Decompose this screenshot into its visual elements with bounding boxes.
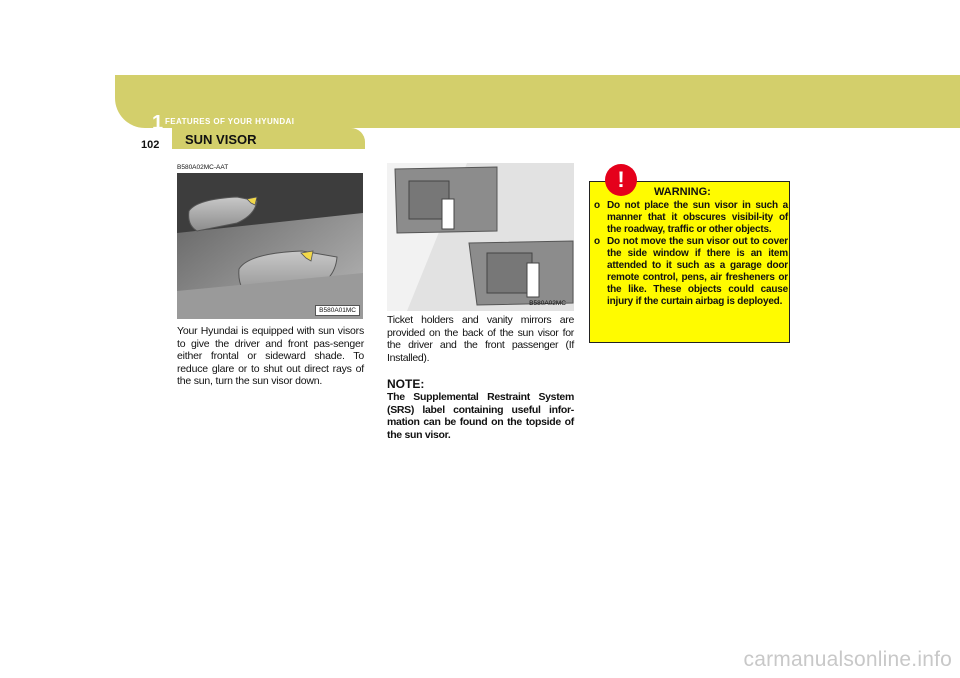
sun-visor-photo-back — [387, 163, 574, 311]
photo-label: B580A02MC — [529, 300, 566, 307]
warning-list — [592, 200, 788, 308]
sun-visor-photo-front — [177, 173, 363, 319]
page-number: 102 — [141, 139, 160, 151]
sun-visor-description: Your Hyundai is equipped with sun visors to give the driver and front pas-senger either frontal or sideward shade. To reduce glare or to shut out direct rays of the sun, turn the sun visor down. — [177, 325, 364, 387]
warning-title: WARNING: — [654, 186, 711, 198]
note-text: The Supplemental Restraint System (SRS) label containing useful infor-mation can be found on the topside of the sun visor. — [387, 391, 574, 441]
watermark: carmanualsonline.info — [743, 648, 952, 671]
note-heading: NOTE: — [387, 377, 425, 391]
warning-item — [592, 200, 788, 236]
vanity-mirror-description: Ticket holders and vanity mirrors are provided on the back of the sun visor for the driver and the front passenger (If Installed). — [387, 314, 574, 364]
section-title: SUN VISOR — [185, 132, 257, 147]
image-code: B580A02MC-AAT — [177, 164, 229, 171]
exclamation-icon: ! — [605, 164, 637, 196]
chapter-number: 1 — [152, 112, 164, 134]
warning-item-text: Do not move the sun visor out to cover the side window if there is an item attended to it such as a garage door remote control, pens, air fresheners or the like. These objects could cause injury if the curtain airbag is deployed. — [607, 236, 788, 307]
bullet: o — [594, 200, 600, 211]
sun-visor-illustration-back — [387, 163, 574, 311]
warning-item — [592, 236, 788, 308]
sun-visor-illustration-front — [177, 173, 363, 319]
bullet: o — [594, 236, 600, 247]
warning-item-text: Do not place the sun visor in such a manner that it obscures visibil-ity of the roadway, traffic or other objects. — [607, 200, 788, 235]
chapter-title: FEATURES OF YOUR HYUNDAI — [165, 117, 295, 126]
photo-label: B580A01MC — [315, 305, 360, 316]
